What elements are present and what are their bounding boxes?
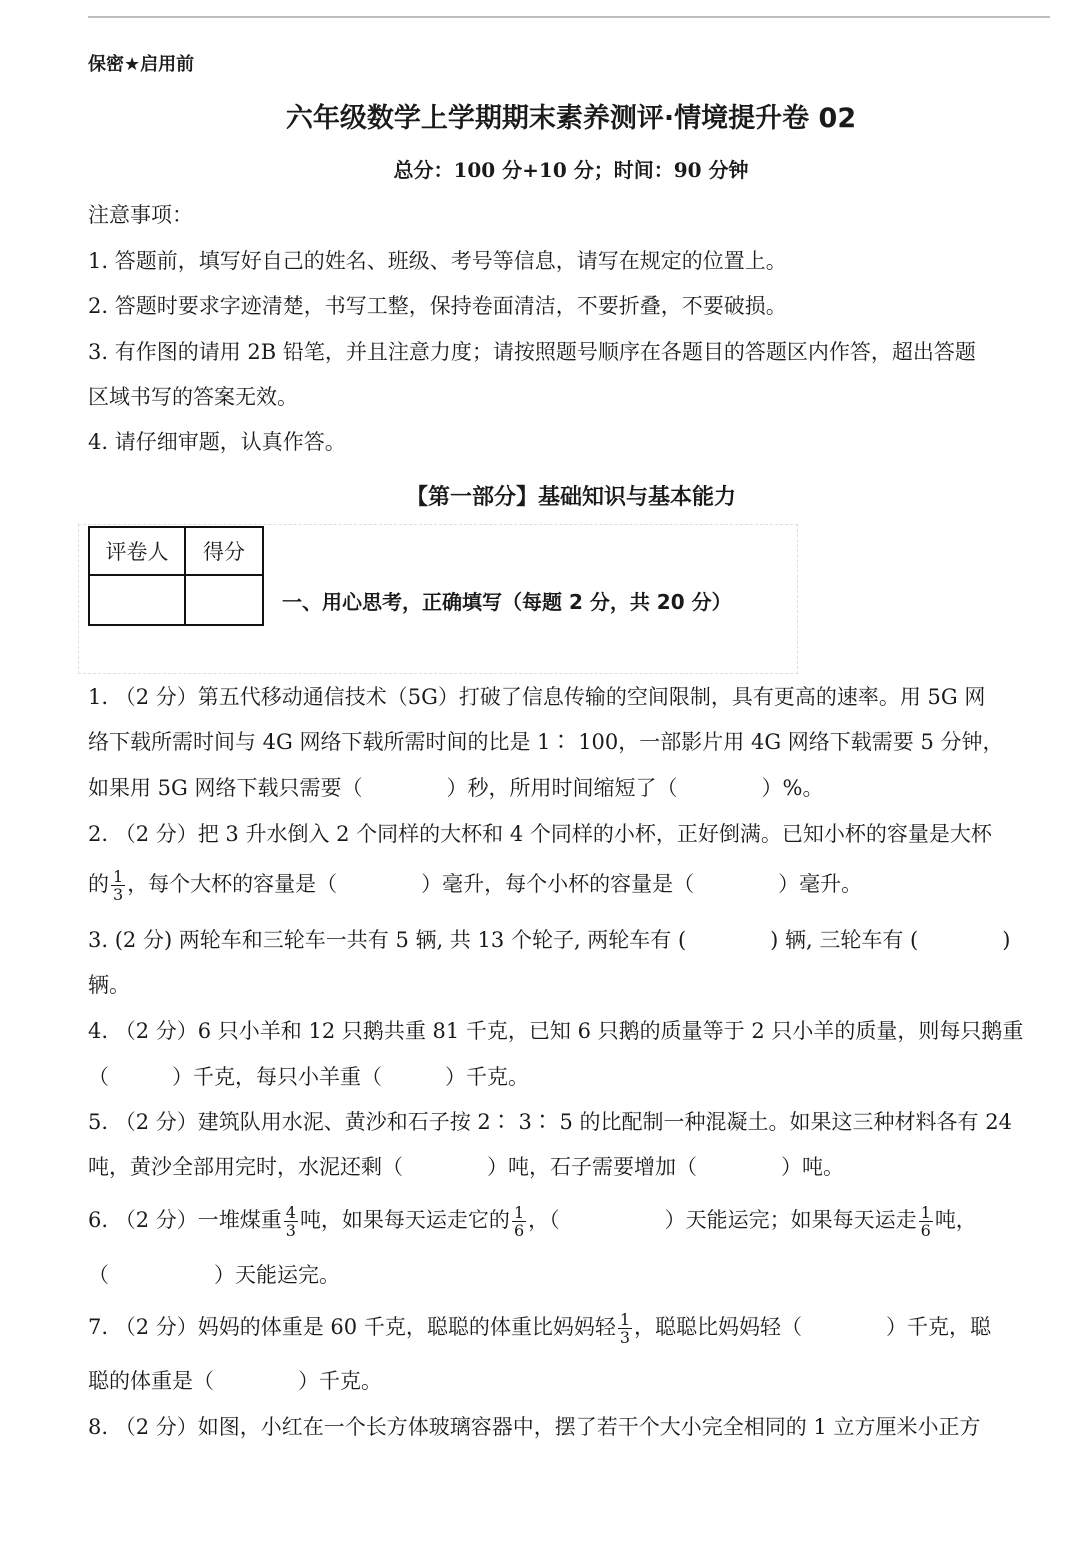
- numerator: 4: [285, 1203, 296, 1222]
- question-4-line-2: （ ）千克，每只小羊重（ ）千克。: [88, 1065, 529, 1089]
- question-1-line-2: 络下载所需时间与 4G 网络下载所需时间的比是 1∶ 100，一部影片用 4G 网络下载需要 5 分钟，: [88, 730, 1004, 754]
- numerator: 1: [619, 1310, 631, 1329]
- question-8-line-1: 8. （2 分）如图，小红在一个长方体玻璃容器中，摆了若干个大小完全相同的 1 立方厘米小正方: [88, 1415, 981, 1439]
- note-4: 4. 请仔细审题，认真作答。: [88, 430, 346, 454]
- grader-label: 评卷人: [89, 527, 185, 575]
- q6-text-3: ，（ ）天能运完；如果每天运走: [528, 1208, 917, 1232]
- q6-text-1: 6. （2 分）一堆煤重: [88, 1208, 282, 1232]
- numerator: 1: [920, 1203, 931, 1222]
- numerator: 1: [113, 867, 124, 886]
- note-3: 3. 有作图的请用 2B 铅笔，并且注意力度；请按照题号顺序在各题目的答题区内作答，超出答题: [88, 340, 976, 364]
- question-1-line-3: 如果用 5G 网络下载只需要（ ）秒，所用时间缩短了（ ）%。: [88, 776, 824, 800]
- question-7-line-1: [88, 1311, 991, 1346]
- question-4-line-1: 4. （2 分）6 只小羊和 12 只鹅共重 81 千克，已知 6 只鹅的质量等于 2 只小羊的质量，则每只鹅重: [88, 1019, 1024, 1043]
- part-title: 【第一部分】基础知识与基本能力: [405, 485, 736, 510]
- grader-cell[interactable]: [89, 575, 185, 625]
- score-cell[interactable]: [185, 575, 263, 625]
- numerator: 1: [513, 1203, 525, 1222]
- top-divider: [88, 16, 1050, 18]
- q2-text-pre: 的: [88, 872, 109, 896]
- fraction-one-sixth: [512, 1204, 526, 1239]
- question-5-line-1: 5. （2 分）建筑队用水泥、黄沙和石子按 2∶ 3∶ 5 的比配制一种混凝土。如果这三种材料各有 24: [88, 1110, 1012, 1134]
- q7-text-1: 7. （2 分）妈妈的体重是 60 千克，聪聪的体重比妈妈轻: [88, 1315, 616, 1339]
- note-2: 2. 答题时要求字迹清楚，书写工整，保持卷面清洁，不要折叠，不要破损。: [88, 294, 787, 318]
- exam-title: 六年级数学上学期期末素养测评·情境提升卷 02: [285, 103, 857, 134]
- question-3-line-1: 3. (2 分) 两轮车和三轮车一共有 5 辆, 共 13 个轮子, 两轮车有 ( ) 辆, 三轮车有 ( ): [88, 928, 1011, 952]
- question-7-line-2: 聪的体重是（ ）千克。: [88, 1369, 382, 1393]
- fraction-one-sixth-ton: [919, 1204, 933, 1239]
- denominator: 6: [920, 1221, 931, 1240]
- q2-text-post: ，每个大杯的容量是（ ）毫升，每个小杯的容量是（ ）毫升。: [127, 872, 863, 896]
- note-3-cont: 区域书写的答案无效。: [88, 385, 298, 409]
- question-5-line-2: 吨，黄沙全部用完时，水泥还剩（ ）吨，石子需要增加（ ）吨。: [88, 1155, 844, 1179]
- question-1-line-1: 1. （2 分）第五代移动通信技术（5G）打破了信息传输的空间限制，具有更高的速率。用 5G 网: [88, 685, 986, 709]
- confidential-label: 保密★启用前: [88, 54, 195, 75]
- fraction-four-thirds: [284, 1204, 298, 1239]
- denominator: 3: [619, 1328, 631, 1347]
- note-1: 1. 答题前，填写好自己的姓名、班级、考号等信息，请写在规定的位置上。: [88, 249, 787, 273]
- denominator: 3: [285, 1221, 296, 1240]
- question-3-line-2: 辆。: [88, 973, 130, 997]
- denominator: 6: [513, 1221, 525, 1240]
- fraction-one-third-q7: [618, 1311, 632, 1346]
- q6-text-2: 吨，如果每天运走它的: [299, 1208, 510, 1232]
- denominator: 3: [113, 885, 124, 904]
- section-title: 一、用心思考，正确填写（每题 2 分，共 20 分）: [282, 590, 732, 614]
- question-2-line-1: 2. （2 分）把 3 升水倒入 2 个同样的大杯和 4 个同样的小杯，正好倒满。已知小杯的容量是大杯: [88, 822, 992, 846]
- question-6-line-1: [88, 1204, 977, 1239]
- score-table: [88, 526, 264, 626]
- fraction-one-third: [111, 868, 125, 903]
- score-label: 得分: [185, 527, 263, 575]
- notes-heading: 注意事项：: [88, 203, 193, 227]
- question-6-line-2: （ ）天能运完。: [88, 1263, 340, 1287]
- question-2-line-2: [88, 868, 862, 903]
- q6-text-4: 吨，: [934, 1208, 977, 1232]
- q7-text-2: ，聪聪比妈妈轻（ ）千克，聪: [634, 1315, 992, 1339]
- exam-subtitle: 总分：100 分+10 分；时间：90 分钟: [393, 158, 749, 182]
